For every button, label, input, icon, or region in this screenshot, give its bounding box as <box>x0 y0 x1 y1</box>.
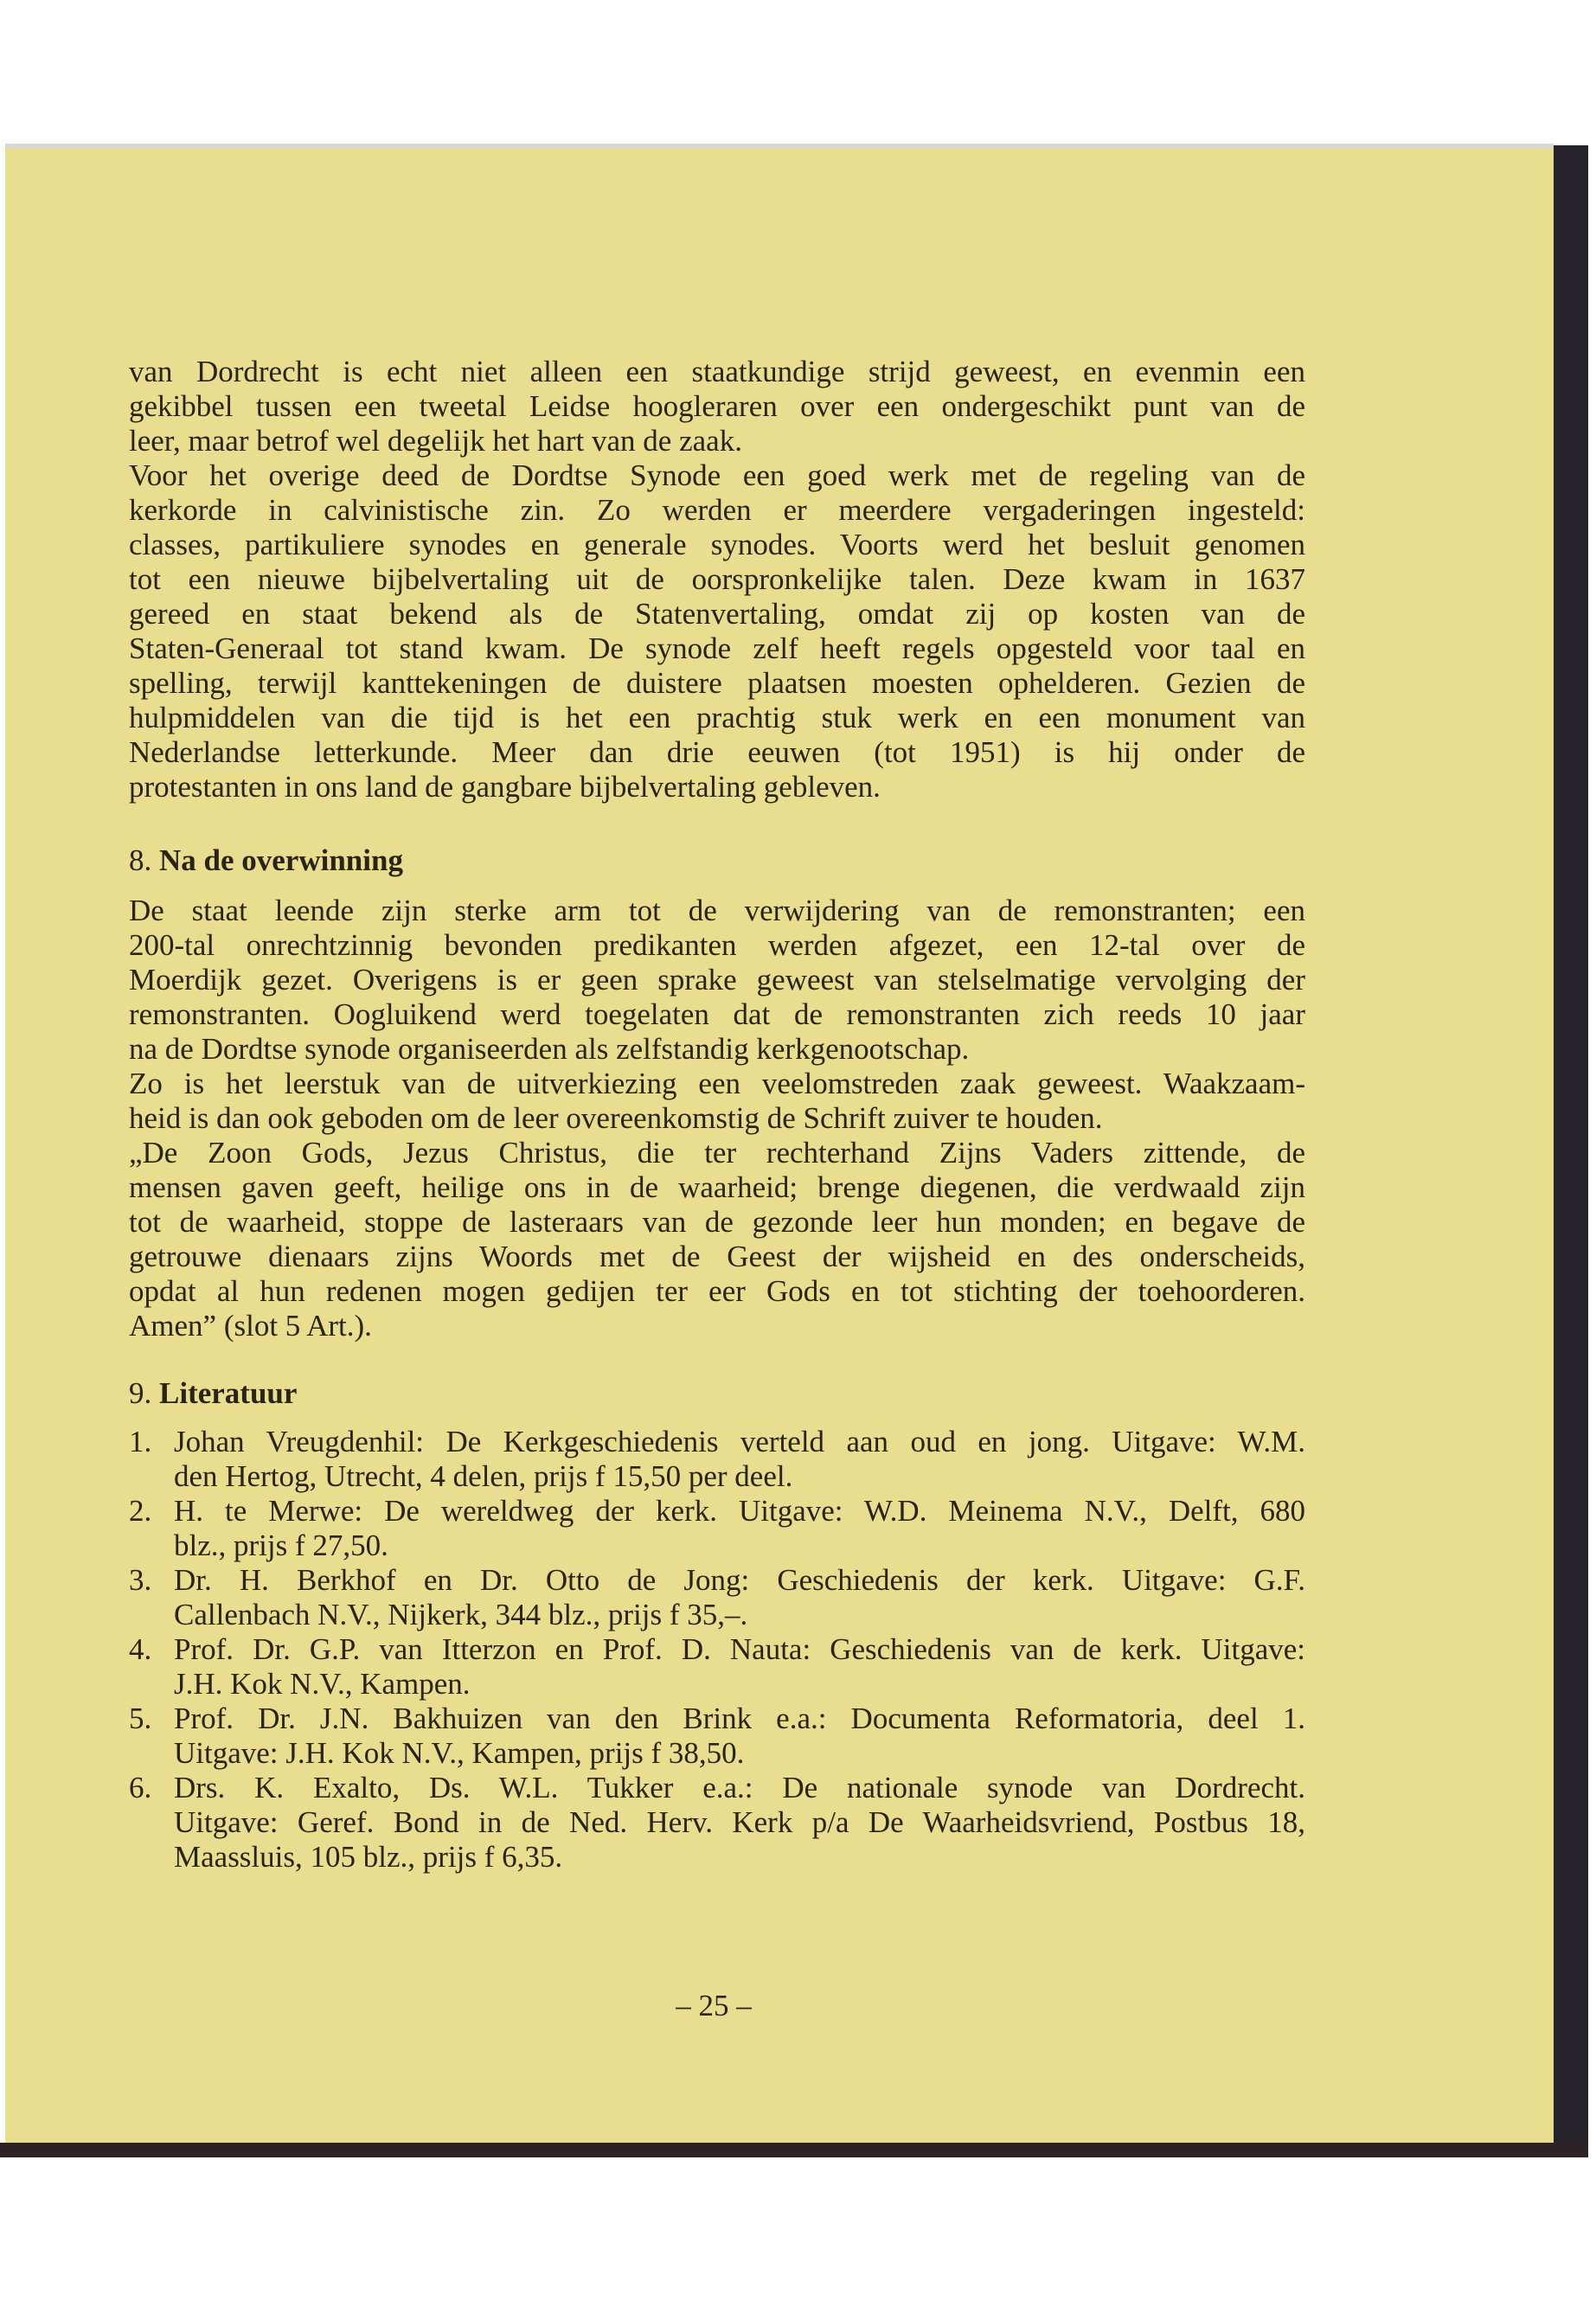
section-number: 8. <box>129 843 152 877</box>
item-number: 3. <box>129 1563 152 1597</box>
section-title: Literatuur <box>159 1376 298 1410</box>
text-line: Nederlandse letterkunde. Meer dan drie eeuwen (tot 1951) is hij onder de <box>129 735 1305 769</box>
text-line: gereed en staat bekend als de Statenvertaling, omdat zij op kosten van de <box>129 597 1305 631</box>
text-line: De staat leende zijn sterke arm tot de verwijdering van de remonstranten; een <box>129 894 1305 927</box>
text-line: Maassluis, 105 blz., prijs f 6,35. <box>174 1840 563 1874</box>
text-line: den Hertog, Utrecht, 4 delen, prijs f 15,50 per deel. <box>174 1459 793 1493</box>
literature-item <box>129 1632 1305 1702</box>
literature-item <box>129 1425 1305 1494</box>
text-line: Prof. Dr. G.P. van Itterzon en Prof. D. Nauta: Geschiedenis van de kerk. Uitgave: <box>174 1632 1305 1666</box>
section-8-body <box>129 894 1305 1343</box>
section-number: 9. <box>129 1376 152 1410</box>
text-line: J.H. Kok N.V., Kampen. <box>174 1667 471 1701</box>
text-line: Callenbach N.V., Nijkerk, 344 blz., prijs f 35,–. <box>174 1598 748 1631</box>
text-line: protestanten in ons land de gangbare bijbelvertaling gebleven. <box>129 770 881 804</box>
text-line: Uitgave: J.H. Kok N.V., Kampen, prijs f 38,50. <box>174 1736 745 1770</box>
text-line: na de Dordtse synode organiseerden als zelfstandig kerkgenootschap. <box>129 1032 970 1066</box>
text-line: gekibbel tussen een tweetal Leidse hoogleraren over een ondergeschikt punt van de <box>129 389 1305 423</box>
text-line: opdat al hun redenen mogen gedijen ter eer Gods en tot stichting der toehoorderen. <box>129 1274 1305 1308</box>
section-9-heading <box>129 1376 297 1411</box>
text-line: mensen gaven geeft, heilige ons in de waarheid; brenge diegenen, die verdwaald zijn <box>129 1170 1305 1204</box>
literature-item <box>129 1563 1305 1632</box>
paragraph <box>129 458 1305 804</box>
text-line: Johan Vreugdenhil: De Kerkgeschiedenis verteld aan oud en jong. Uitgave: W.M. <box>174 1425 1305 1458</box>
paragraph <box>129 894 1305 1067</box>
section-7-continuation <box>129 355 1305 804</box>
text-line: heid is dan ook geboden om de leer overeenkomstig de Schrift zuiver te houden. <box>129 1101 1103 1135</box>
literature-item <box>129 1702 1305 1771</box>
text-line: H. te Merwe: De wereldweg der kerk. Uitgave: W.D. Meinema N.V., Delft, 680 <box>174 1494 1305 1528</box>
text-line: 200-tal onrechtzinnig bevonden predikanten werden afgezet, een 12-tal over de <box>129 928 1305 962</box>
text-line: Uitgave: Geref. Bond in de Ned. Herv. Kerk p/a De Waarheidsvriend, Postbus 18, <box>174 1805 1305 1839</box>
book-cover-edge-bottom <box>0 2143 1588 2157</box>
text-line: getrouwe dienaars zijns Woords met de Geest der wijsheid en des onderscheids, <box>129 1240 1305 1273</box>
text-line: „De Zoon Gods, Jezus Christus, die ter rechterhand Zijns Vaders zittende, de <box>129 1136 1305 1170</box>
section-8-heading <box>129 843 403 878</box>
text-line: blz., prijs f 27,50. <box>174 1529 388 1562</box>
text-line: Zo is het leerstuk van de uitverkiezing een veelomstreden zaak geweest. Waakzaam- <box>129 1067 1305 1100</box>
text-line: Moerdijk gezet. Overigens is er geen sprake geweest van stelselmatige vervolging der <box>129 963 1305 997</box>
item-number: 5. <box>129 1702 152 1735</box>
text-line: Drs. K. Exalto, Ds. W.L. Tukker e.a.: De nationale synode van Dordrecht. <box>174 1771 1305 1804</box>
text-line: Amen” (slot 5 Art.). <box>129 1309 372 1343</box>
literature-item <box>129 1771 1305 1875</box>
section-title: Na de overwinning <box>159 843 403 877</box>
text-line: leer, maar betrof wel degelijk het hart van de zaak. <box>129 424 742 458</box>
text-line: kerkorde in calvinistische zin. Zo werden er meerdere vergaderingen ingesteld: <box>129 493 1305 527</box>
text-line: Staten-Generaal tot stand kwam. De synode zelf heeft regels opgesteld voor taal en <box>129 631 1305 665</box>
paragraph <box>129 355 1305 458</box>
text-line: remonstranten. Oogluikend werd toegelaten dat de remonstranten zich reeds 10 jaar <box>129 997 1305 1031</box>
text-line: spelling, terwijl kanttekeningen de duistere plaatsen moesten ophelderen. Gezien de <box>129 666 1305 700</box>
text-line: classes, partikuliere synodes en generale synodes. Voorts werd het besluit genomen <box>129 528 1305 561</box>
text-line: hulpmiddelen van die tijd is het een prachtig stuk werk en een monument van <box>129 701 1305 734</box>
item-number: 4. <box>129 1632 152 1666</box>
paragraph <box>129 1067 1305 1136</box>
text-line: Voor het overige deed de Dordtse Synode een goed werk met de regeling van de <box>129 458 1305 492</box>
text-line: Dr. H. Berkhof en Dr. Otto de Jong: Geschiedenis der kerk. Uitgave: G.F. <box>174 1563 1305 1597</box>
text-line: Prof. Dr. J.N. Bakhuizen van den Brink e.a.: Documenta Reformatoria, deel 1. <box>174 1702 1305 1735</box>
literature-list <box>129 1425 1305 1875</box>
item-number: 2. <box>129 1494 152 1528</box>
text-line: tot de waarheid, stoppe de lasteraars van de gezonde leer hun monden; en begave de <box>129 1205 1305 1239</box>
item-number: 6. <box>129 1771 152 1804</box>
paragraph <box>129 1136 1305 1343</box>
book-cover-edge-right <box>1554 145 1588 2157</box>
text-line: van Dordrecht is echt niet alleen een staatkundige strijd geweest, en evenmin een <box>129 355 1305 388</box>
literature-item <box>129 1494 1305 1563</box>
page-number: – 25 – <box>676 1989 752 2022</box>
text-line: tot een nieuwe bijbelvertaling uit de oorspronkelijke talen. Deze kwam in 1637 <box>129 562 1305 596</box>
item-number: 1. <box>129 1425 152 1458</box>
